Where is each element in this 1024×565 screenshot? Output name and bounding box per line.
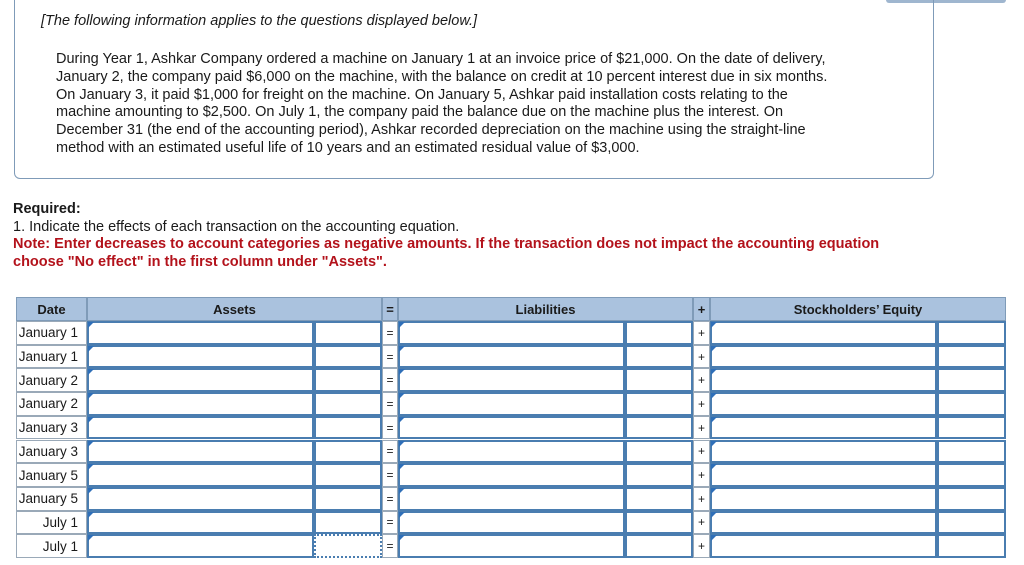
liab-amount-input[interactable] [625, 487, 693, 511]
header-equity: Stockholders’ Equity [710, 297, 1006, 321]
header-liabilities: Liabilities [398, 297, 693, 321]
row-equals: = [382, 534, 398, 558]
equity-amount-input[interactable] [937, 416, 1006, 440]
problem-line: machine amounting to $2,500. On July 1, the company paid the balance due on the machine plus the interest. On [56, 104, 784, 121]
row-plus: + [693, 392, 710, 416]
liab-amount-input[interactable] [625, 416, 693, 440]
equity-account-input[interactable] [710, 345, 937, 369]
liab-account-input[interactable] [398, 416, 625, 440]
assets-amount-input[interactable] [314, 392, 382, 416]
assets-account-input[interactable] [87, 368, 314, 392]
problem-line: January 2, the company paid $6,000 on the machine, with the balance on credit at 10 percent interest due in six months. [56, 68, 828, 85]
dropdown-indicator-icon [711, 417, 717, 423]
assets-amount-input[interactable] [314, 368, 382, 392]
row-plus: + [693, 345, 710, 369]
row-date: January 2 [16, 392, 87, 416]
liab-account-input[interactable] [398, 321, 625, 345]
header-assets: Assets [87, 297, 382, 321]
row-date: January 1 [16, 321, 87, 345]
equity-account-input[interactable] [710, 416, 937, 440]
equity-amount-input[interactable] [937, 511, 1006, 535]
row-date: July 1 [16, 511, 87, 535]
accounting-equation-table [16, 297, 1006, 559]
row-date: July 1 [16, 534, 87, 558]
liab-account-input[interactable] [398, 511, 625, 535]
assets-account-input[interactable] [87, 511, 314, 535]
equity-amount-input[interactable] [937, 392, 1006, 416]
required-item: 1. Indicate the effects of each transaction on the accounting equation. [13, 219, 460, 235]
liab-amount-input[interactable] [625, 345, 693, 369]
dropdown-indicator-icon [88, 346, 94, 352]
assets-account-input[interactable] [87, 534, 314, 558]
header-equals: = [382, 297, 398, 321]
row-date: January 3 [16, 416, 87, 440]
header-plus: + [693, 297, 710, 321]
row-date: January 3 [16, 440, 87, 464]
row-plus: + [693, 321, 710, 345]
dropdown-indicator-icon [711, 322, 717, 328]
dropdown-indicator-icon [711, 535, 717, 541]
dropdown-indicator-icon [711, 441, 717, 447]
assets-amount-input[interactable] [314, 534, 382, 558]
problem-line: During Year 1, Ashkar Company ordered a machine on January 1 at an invoice price of $21,000. On the date of delivery, [56, 51, 826, 67]
dropdown-indicator-icon [399, 488, 405, 494]
equity-account-input[interactable] [710, 440, 937, 464]
row-plus: + [693, 463, 710, 487]
liab-amount-input[interactable] [625, 368, 693, 392]
equity-account-input[interactable] [710, 368, 937, 392]
equity-amount-input[interactable] [937, 534, 1006, 558]
dropdown-indicator-icon [88, 369, 94, 375]
equity-amount-input[interactable] [937, 321, 1006, 345]
dropdown-indicator-icon [399, 322, 405, 328]
assets-amount-input[interactable] [314, 511, 382, 535]
dropdown-indicator-icon [88, 417, 94, 423]
dropdown-indicator-icon [399, 512, 405, 518]
liab-amount-input[interactable] [625, 463, 693, 487]
dropdown-indicator-icon [711, 346, 717, 352]
liab-amount-input[interactable] [625, 321, 693, 345]
row-equals: = [382, 416, 398, 440]
dropdown-indicator-icon [88, 441, 94, 447]
row-plus: + [693, 511, 710, 535]
liab-account-input[interactable] [398, 487, 625, 511]
problem-text [56, 51, 906, 158]
dropdown-indicator-icon [711, 369, 717, 375]
equity-account-input[interactable] [710, 534, 937, 558]
liab-amount-input[interactable] [625, 392, 693, 416]
row-equals: = [382, 368, 398, 392]
equity-account-input[interactable] [710, 511, 937, 535]
row-plus: + [693, 534, 710, 558]
liab-account-input[interactable] [398, 440, 625, 464]
assets-account-input[interactable] [87, 487, 314, 511]
liab-amount-input[interactable] [625, 534, 693, 558]
row-equals: = [382, 511, 398, 535]
dropdown-indicator-icon [399, 369, 405, 375]
equity-amount-input[interactable] [937, 487, 1006, 511]
info-intro: [The following information applies to the questions displayed below.] [41, 13, 478, 29]
problem-line: December 31 (the end of the accounting period), Ashkar recorded depreciation on the machine using the straight-line [56, 122, 806, 139]
dropdown-indicator-icon [399, 441, 405, 447]
dropdown-indicator-icon [711, 464, 717, 470]
row-date: January 5 [16, 463, 87, 487]
assets-amount-input[interactable] [314, 416, 382, 440]
row-equals: = [382, 345, 398, 369]
row-date: January 1 [16, 345, 87, 369]
problem-line: method with an estimated useful life of 10 years and an estimated residual value of $3,000. [56, 139, 640, 156]
row-equals: = [382, 487, 398, 511]
dropdown-indicator-icon [88, 535, 94, 541]
assets-account-input[interactable] [87, 345, 314, 369]
dropdown-indicator-icon [399, 393, 405, 399]
liab-account-input[interactable] [398, 463, 625, 487]
equity-amount-input[interactable] [937, 463, 1006, 487]
row-equals: = [382, 321, 398, 345]
dropdown-indicator-icon [399, 417, 405, 423]
liab-amount-input[interactable] [625, 511, 693, 535]
dropdown-indicator-icon [711, 512, 717, 518]
equity-account-input[interactable] [710, 487, 937, 511]
assets-account-input[interactable] [87, 463, 314, 487]
required-note: Note: Enter decreases to account categories as negative amounts. If the transaction does not impact the accounting equation choose "No effect" in the first column under "Assets". [13, 236, 880, 270]
liab-account-input[interactable] [398, 534, 625, 558]
row-plus: + [693, 440, 710, 464]
dropdown-indicator-icon [88, 464, 94, 470]
liab-account-input[interactable] [398, 392, 625, 416]
assets-account-input[interactable] [87, 416, 314, 440]
row-equals: = [382, 440, 398, 464]
row-date: January 2 [16, 368, 87, 392]
assets-amount-input[interactable] [314, 487, 382, 511]
dropdown-indicator-icon [88, 322, 94, 328]
equity-amount-input[interactable] [937, 440, 1006, 464]
dropdown-indicator-icon [399, 535, 405, 541]
liab-amount-input[interactable] [625, 440, 693, 464]
dropdown-indicator-icon [88, 512, 94, 518]
row-plus: + [693, 416, 710, 440]
row-plus: + [693, 487, 710, 511]
equity-amount-input[interactable] [937, 368, 1006, 392]
dropdown-indicator-icon [88, 393, 94, 399]
required-title: Required: [13, 201, 81, 217]
row-equals: = [382, 392, 398, 416]
header-date: Date [16, 297, 87, 321]
row-equals: = [382, 463, 398, 487]
equity-account-input[interactable] [710, 463, 937, 487]
row-date: January 5 [16, 487, 87, 511]
assets-amount-input[interactable] [314, 463, 382, 487]
equity-amount-input[interactable] [937, 345, 1006, 369]
assets-amount-input[interactable] [314, 321, 382, 345]
assets-account-input[interactable] [87, 321, 314, 345]
assets-account-input[interactable] [87, 440, 314, 464]
assets-amount-input[interactable] [314, 345, 382, 369]
liab-account-input[interactable] [398, 345, 625, 369]
equity-account-input[interactable] [710, 321, 937, 345]
row-plus: + [693, 368, 710, 392]
equity-account-input[interactable] [710, 392, 937, 416]
dropdown-indicator-icon [399, 346, 405, 352]
dropdown-indicator-icon [711, 393, 717, 399]
dropdown-indicator-icon [399, 464, 405, 470]
dropdown-indicator-icon [711, 488, 717, 494]
assets-account-input[interactable] [87, 392, 314, 416]
dropdown-indicator-icon [88, 488, 94, 494]
liab-account-input[interactable] [398, 368, 625, 392]
problem-line: On January 3, it paid $1,000 for freight on the machine. On January 5, Ashkar paid installation costs relating to the [56, 86, 788, 103]
assets-amount-input[interactable] [314, 440, 382, 464]
